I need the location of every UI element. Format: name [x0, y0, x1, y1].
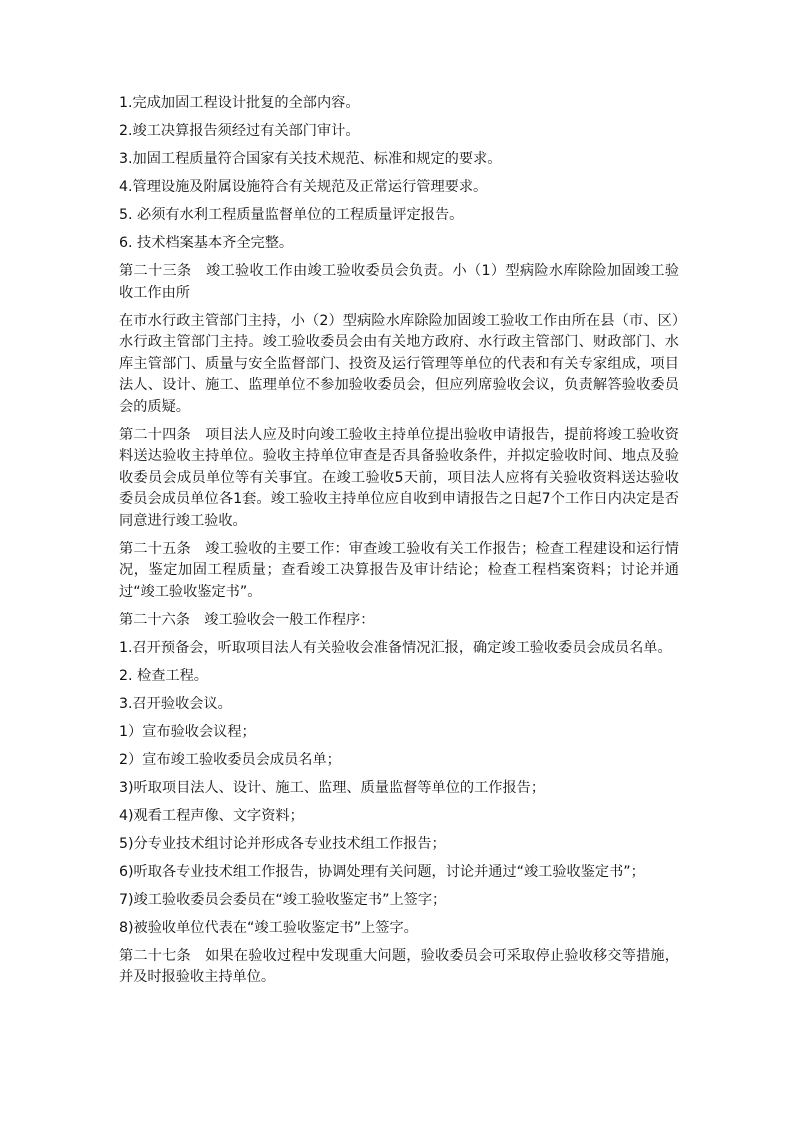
article-25: 第二十五条 竣工验收的主要工作：审查竣工验收有关工作报告；检查工程建设和运行情况，鉴定加固工程质量；查看竣工决算报告及审计结论；检查工程档案资料；讨论并通过“竣工验收鉴定书”。	[119, 540, 679, 600]
list-item: 2. 检查工程。	[119, 667, 208, 684]
list-item: 5)分专业技术组讨论并形成各专业技术组工作报告；	[119, 835, 446, 852]
list-item: 3.召开验收会议。	[119, 695, 232, 712]
list-item: 3.加固工程质量符合国家有关技术规范、标准和规定的要求。	[119, 151, 502, 167]
list-item: 5. 必须有水利工程质量监督单位的工程质量评定报告。	[119, 207, 464, 223]
list-item: 1.召开预备会，听取项目法人有关验收会准备情况汇报，确定竣工验收委员会成员名单。	[119, 639, 672, 656]
list-item: 4)观看工程声像、文字资料；	[119, 807, 304, 824]
article-23: 第二十三条 竣工验收工作由竣工验收委员会负责。小（1）型病险水库除险加固竣工验收工作由所	[119, 263, 679, 301]
document-body	[119, 93, 679, 995]
list-item: 2.竣工决算报告须经过有关部门审计。	[119, 123, 360, 139]
list-item: 7)竣工验收委员会委员在“竣工验收鉴定书”上签字；	[119, 891, 447, 908]
list-item: 2）宣布竣工验收委员会成员名单；	[119, 751, 341, 768]
list-item: 3)听取项目法人、设计、施工、监理、质量监督等单位的工作报告；	[119, 779, 546, 796]
list-item: 1）宣布验收会议程；	[119, 723, 256, 740]
list-item: 8)被验收单位代表在“竣工验收鉴定书”上签字。	[119, 919, 418, 936]
article-24: 第二十四条 项目法人应及时向竣工验收主持单位提出验收申请报告，提前将竣工验收资料送达验收主持单位。验收主持单位审查是否具备验收条件，并拟定验收时间、地点及验收委员会成员单位等有关事宜。在竣工验收5天前，项目法人应将有关验收资料送达验收委员会成员单位各1套。竣工验收主持单位应自收到申请报告之日起7个工作日内决定是否同意进行竣工验收。	[119, 426, 679, 529]
article-26: 第二十六条 竣工验收会一般工作程序：	[119, 611, 375, 628]
article-27: 第二十七条 如果在验收过程中发现重大问题，验收委员会可采取停止验收移交等措施，并及时报验收主持单位。	[119, 947, 679, 985]
list-item: 6)听取各专业技术组工作报告，协调处理有关问题，讨论并通过“竣工验收鉴定书”；	[119, 863, 645, 880]
list-item: 6. 技术档案基本齐全完整。	[119, 235, 294, 251]
article-23-continued: 在市水行政主管部门主持，小（2）型病险水库除险加固竣工验收工作由所在县（市、区）水行政主管部门主持。竣工验收委员会由有关地方政府、水行政主管部门、财政部门、水库主管部门、质量与安全监督部门、投资及运行管理等单位的代表和有关专家组成，项目法人、设计、施工、监理单位不参加验收委员会，但应列席验收会议，负责解答验收委员会的质疑。	[119, 312, 679, 415]
list-item: 1.完成加固工程设计批复的全部内容。	[119, 95, 360, 111]
list-item: 4.管理设施及附属设施符合有关规范及正常运行管理要求。	[119, 179, 488, 195]
